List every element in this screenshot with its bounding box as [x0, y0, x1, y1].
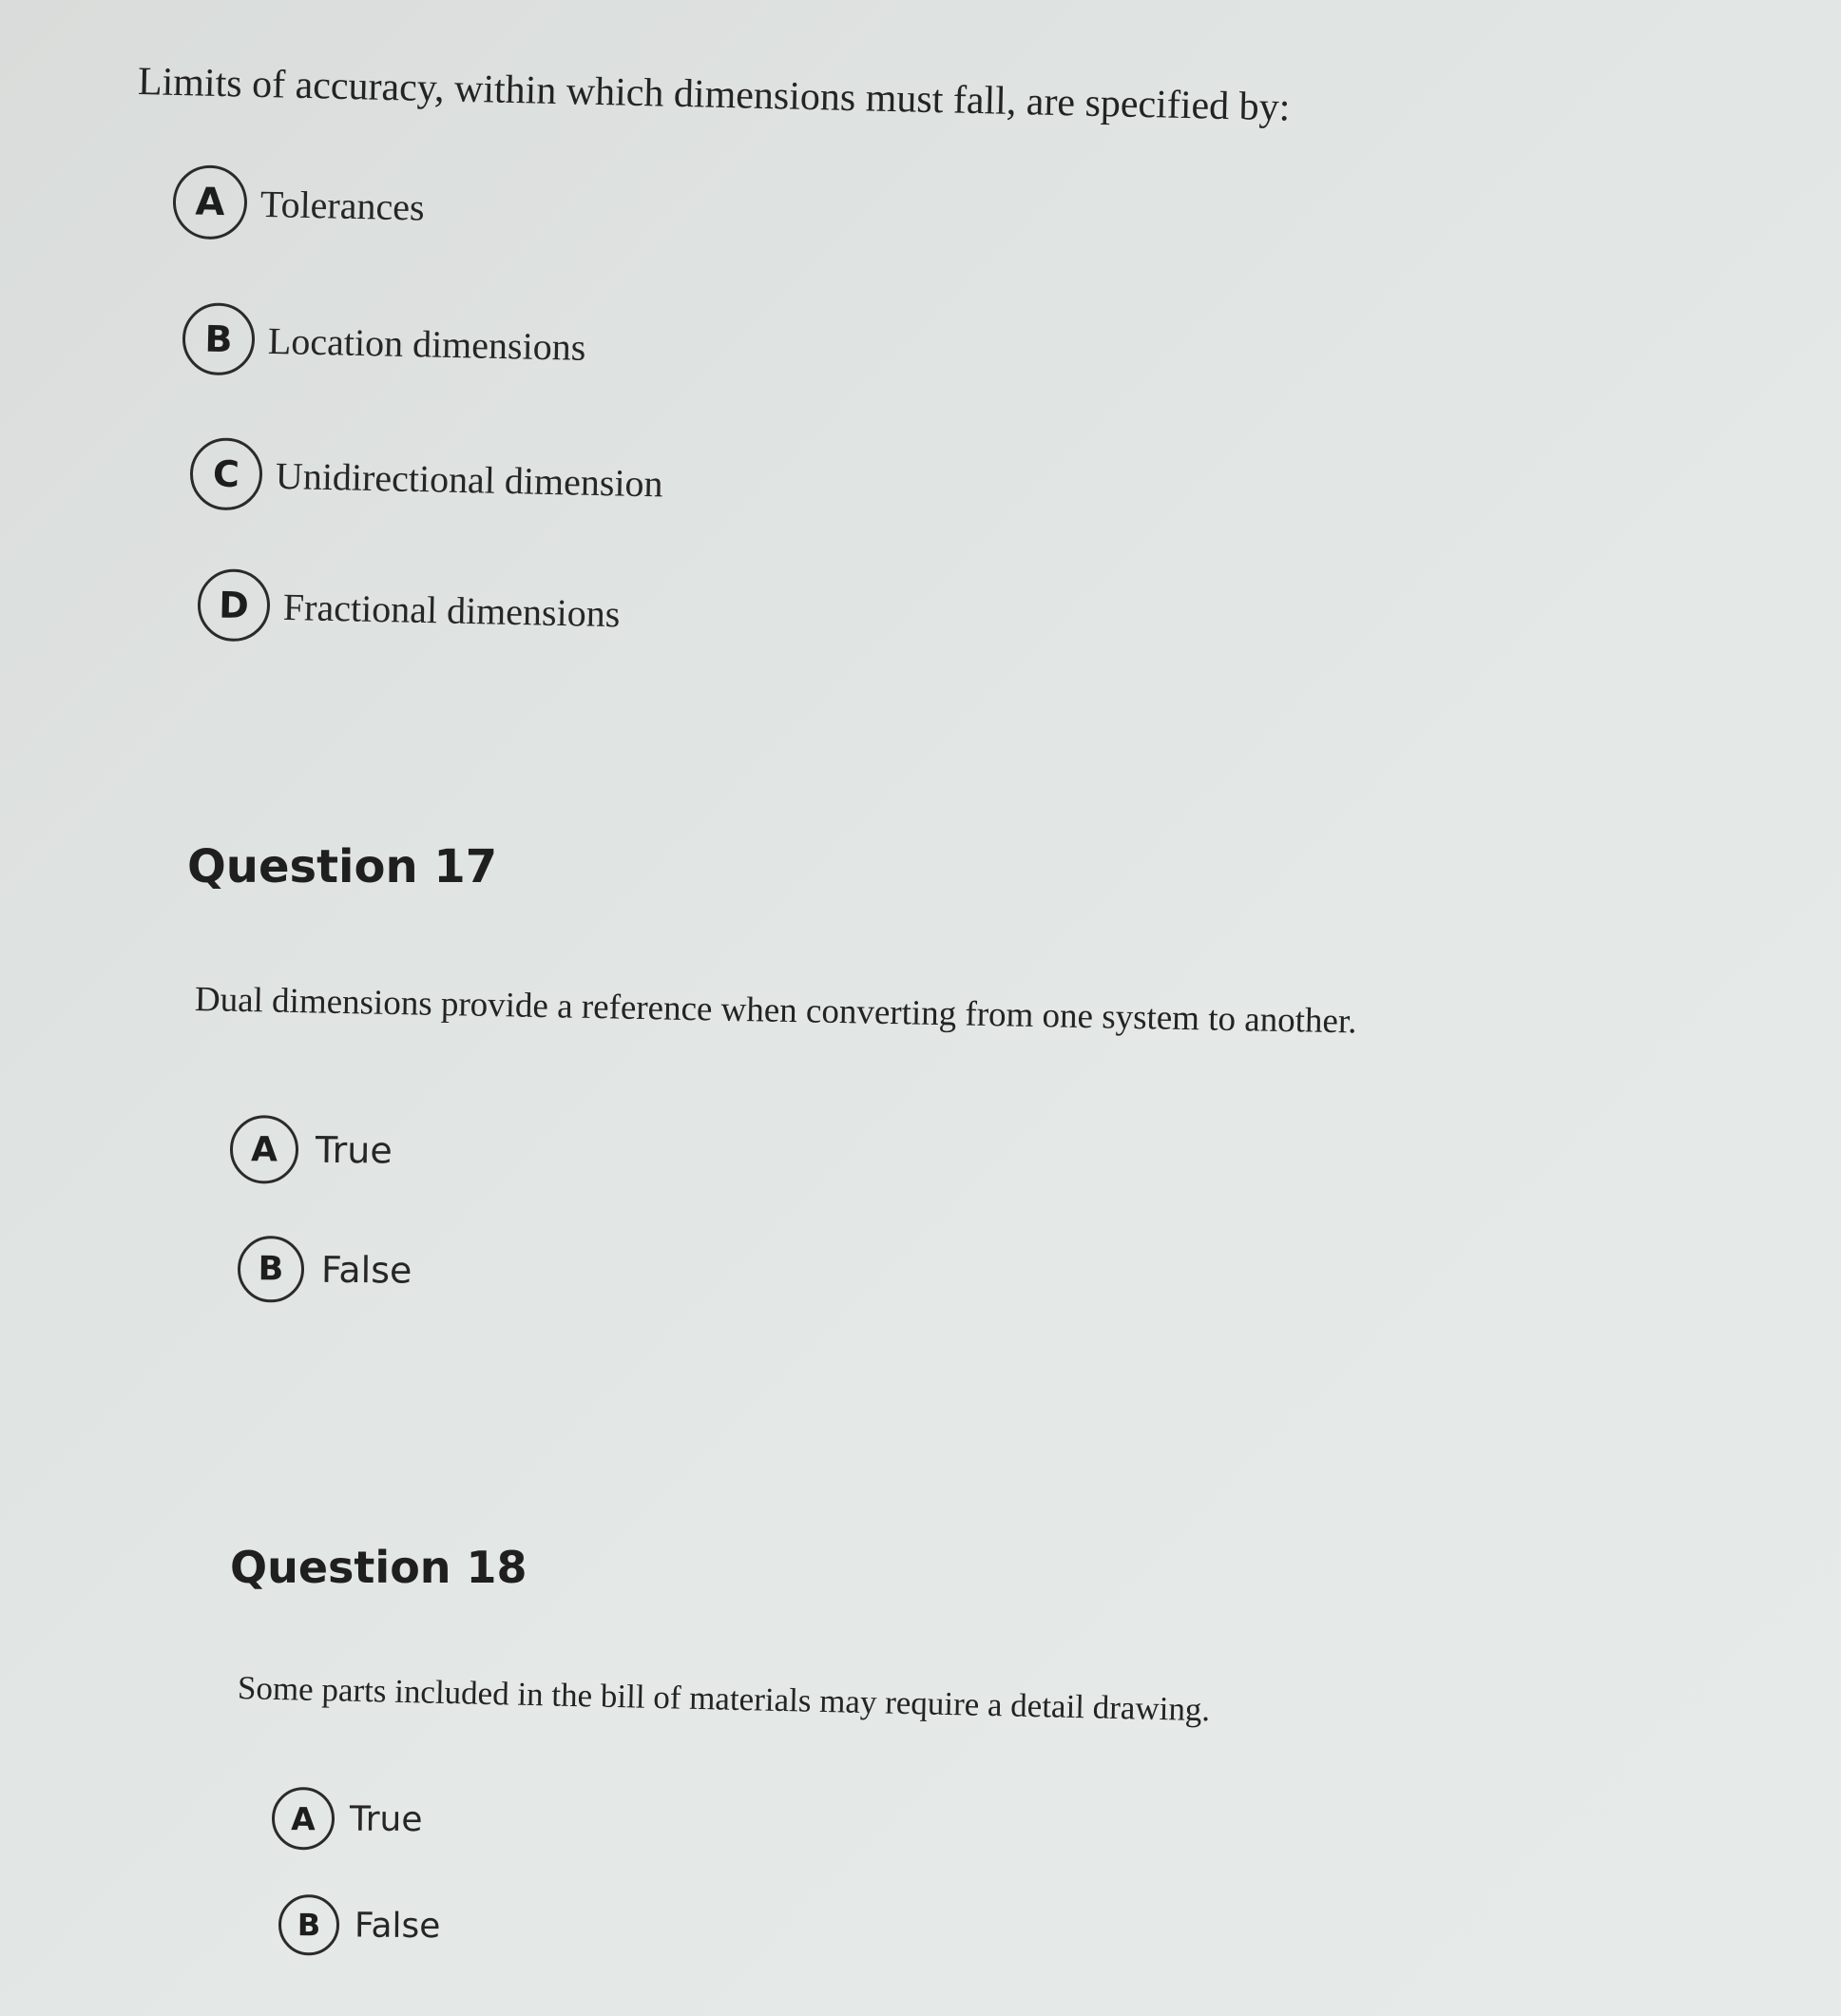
- option-label: Fractional dimensions: [282, 585, 621, 635]
- option-label: Location dimensions: [267, 318, 586, 369]
- option-letter-badge: A: [172, 164, 248, 240]
- question-16-prompt: Limits of accuracy, within which dimensions must fall, are specified by:: [137, 60, 1291, 130]
- option-label: False: [320, 1248, 412, 1292]
- question-16-option-a[interactable]: [172, 164, 425, 244]
- option-label: Unidirectional dimension: [275, 453, 664, 505]
- question-16-option-c[interactable]: [189, 437, 663, 519]
- question-18-option-a[interactable]: [272, 1787, 423, 1851]
- option-label: True: [349, 1799, 423, 1839]
- question-16-option-b[interactable]: [182, 302, 586, 383]
- option-letter-badge: C: [189, 437, 263, 511]
- question-16-option-d[interactable]: [197, 568, 621, 649]
- question-17-prompt: Dual dimensions provide a reference when converting from one system to another.: [194, 980, 1357, 1042]
- option-label: True: [315, 1128, 393, 1172]
- option-letter-badge: A: [230, 1115, 299, 1184]
- option-label: Tolerances: [259, 182, 426, 229]
- question-17-option-a[interactable]: [230, 1115, 393, 1184]
- question-18-option-b[interactable]: [278, 1894, 441, 1956]
- question-17-heading: Question 17: [187, 840, 498, 893]
- question-18-heading: Question 18: [230, 1542, 527, 1593]
- option-letter-badge: A: [272, 1787, 335, 1850]
- option-label: False: [354, 1906, 441, 1946]
- option-letter-badge: B: [182, 302, 256, 376]
- option-letter-badge: D: [197, 568, 271, 643]
- question-17-option-b[interactable]: [238, 1236, 412, 1304]
- option-letter-badge: B: [238, 1236, 305, 1303]
- option-letter-badge: B: [278, 1894, 339, 1955]
- question-18-prompt: Some parts included in the bill of materials may require a detail drawing.: [237, 1669, 1211, 1729]
